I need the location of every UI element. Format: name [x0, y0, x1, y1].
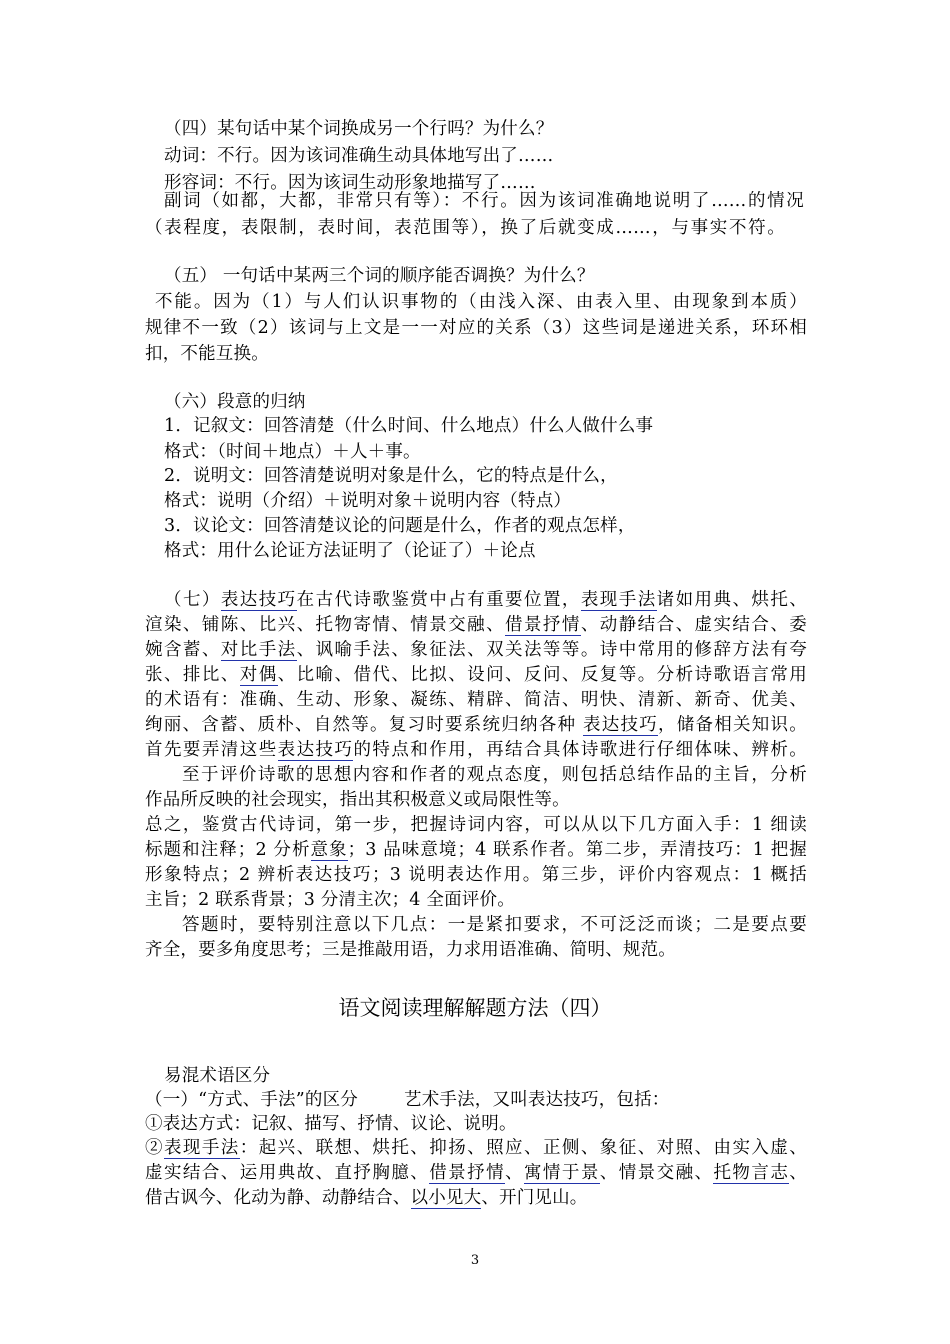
sec7-para4-line1: 答题时，要特别注意以下几点：一是紧扣要求，不可泛泛而谈；二是要点要 [182, 915, 807, 935]
sec7-para3-line2: 标题和注释；2 分析意象；3 品味意境；4 联系作者。第二步，弄清技巧：1 把握 [145, 840, 807, 860]
sec7-para3-line3: 形象特点；2 辨析表达技巧；3 说明表达作用。第三步，评价内容观点：1 概括 [145, 865, 807, 885]
sec6-line5: 3．议论文：回答清楚议论的问题是什么，作者的观点怎样， [164, 516, 636, 536]
underlined-term: 表达技巧 [277, 740, 354, 760]
sec7-para2-line2: 作品所反映的社会现实，指出其积极意义或局限性等。 [145, 790, 570, 810]
underlined-term: 借景抒情 [505, 615, 581, 635]
sec7-para4-line2: 齐全，要多角度思考；三是推敲用语，力求用语准确、简明、规范。 [145, 940, 676, 960]
sec7-line5: 的术语有：准确、生动、形象、凝练、精辟、简洁、明快、清新、新奇、优美、 [145, 690, 807, 710]
underlined-term: 表现手法 [580, 590, 657, 610]
sec7-line1: （七）表达技巧在古代诗歌鉴赏中占有重要位置，表现手法诸如用典、烘托、 [164, 590, 807, 610]
underlined-term: 寓情于景 [523, 1163, 600, 1183]
sec5-title: （五） 一句话中某两三个词的顺序能否调换？为什么？ [164, 266, 595, 286]
sec6-line2: 格式：（时间＋地点）＋人＋事。 [164, 442, 421, 462]
sec5-line3: 扣，不能互换。 [145, 344, 269, 364]
sec5-line1: 不能。因为（1）与人们认识事物的（由浅入深、由表入里、由现象到本质） [155, 292, 807, 312]
terms-line3: ②表现手法：起兴、联想、烘托、抑扬、照应、正侧、象征、对照、由实入虚、 [145, 1138, 807, 1158]
sec6-line1: 1．记叙文：回答清楚（什么时间、什么地点）什么人做什么事 [164, 416, 654, 436]
page-number: 3 [470, 1253, 480, 1268]
sec7-para3-line1: 总之，鉴赏古代诗词，第一步，把握诗词内容，可以从以下几方面入手：1 细读 [145, 815, 807, 835]
sec7-line3: 婉含蓄、对比手法、讽喻手法、象征法、双关法等等。诗中常用的修辞方法有夸 [145, 640, 807, 660]
underlined-term: 表现手法 [163, 1138, 240, 1158]
sec6-line6: 格式：用什么论证方法证明了（论证了）＋论点 [164, 541, 536, 561]
terms-line4: 虚实结合、运用典故、直抒胸臆、借景抒情、寓情于景、情景交融、托物言志、 [145, 1163, 807, 1183]
section-heading: 语文阅读理解解题方法（四） [338, 996, 612, 1020]
terms-line2: ①表达方式：记叙、描写、抒情、议论、说明。 [145, 1114, 517, 1134]
underlined-term: 表达技巧 [220, 590, 297, 610]
terms-title: 易混术语区分 [164, 1066, 271, 1086]
sec7-line2: 渲染、铺陈、比兴、托物寄情、情景交融、借景抒情、动静结合、虚实结合、委 [145, 615, 807, 635]
underlined-term: 表达技巧 [583, 715, 659, 735]
underlined-term: 托物言志 [713, 1163, 790, 1183]
sec7-para3-line4: 主旨；2 联系背景；3 分清主次；4 全面评价。 [145, 890, 515, 910]
sec7-line6: 绚丽、含蓄、质朴、自然等。复习时要系统归纳各种 表达技巧，储备相关知识。 [145, 715, 807, 735]
sec5-line2: 规律不一致（2）该词与上文是一一对应的关系（3）这些词是递进关系，环环相 [145, 318, 807, 338]
underlined-term: 借景抒情 [429, 1163, 506, 1183]
sec4-adv-line1: 副词（如都，大都，非常只有等）：不行。因为该词准确地说明了……的情况 [164, 191, 804, 211]
terms-line1: （一）“方式、手法”的区分 艺术手法，又叫表达技巧，包括： [145, 1090, 670, 1110]
sec4-verb: 动词：不行。因为该词准确生动具体地写出了…… [164, 146, 554, 166]
sec6-line4: 格式：说明（介绍）＋说明对象＋说明内容（特点） [164, 491, 572, 511]
terms-line5: 借古讽今、化动为静、动静结合、以小见大、开门见山。 [145, 1188, 588, 1208]
underlined-term: 对偶 [239, 665, 278, 685]
underlined-term: 以小见大 [410, 1188, 482, 1208]
sec6-line3: 2．说明文：回答清楚说明对象是什么，它的特点是什么， [164, 466, 618, 486]
underlined-term: 意象 [310, 840, 348, 860]
sec4-adj: 形容词：不行。因为该词生动形象地描写了…… [164, 173, 536, 193]
underlined-term: 对比手法 [220, 640, 297, 660]
sec6-title: （六）段意的归纳 [164, 392, 306, 412]
sec4-adv-line2: （表程度，表限制，表时间，表范围等），换了后就变成……，与事实不符。 [145, 218, 785, 238]
sec4-title: （四）某句话中某个词换成另一个行吗？为什么？ [164, 119, 554, 139]
sec7-line7: 首先要弄清这些表达技巧的特点和作用，再结合具体诗歌进行仔细体味、辨析。 [145, 740, 807, 760]
sec7-line4: 张、排比、对偶、比喻、借代、比拟、设问、反问、反复等。分析诗歌语言常用 [145, 665, 807, 685]
sec7-para2-line1: 至于评价诗歌的思想内容和作者的观点态度，则包括总结作品的主旨，分析 [182, 765, 807, 785]
